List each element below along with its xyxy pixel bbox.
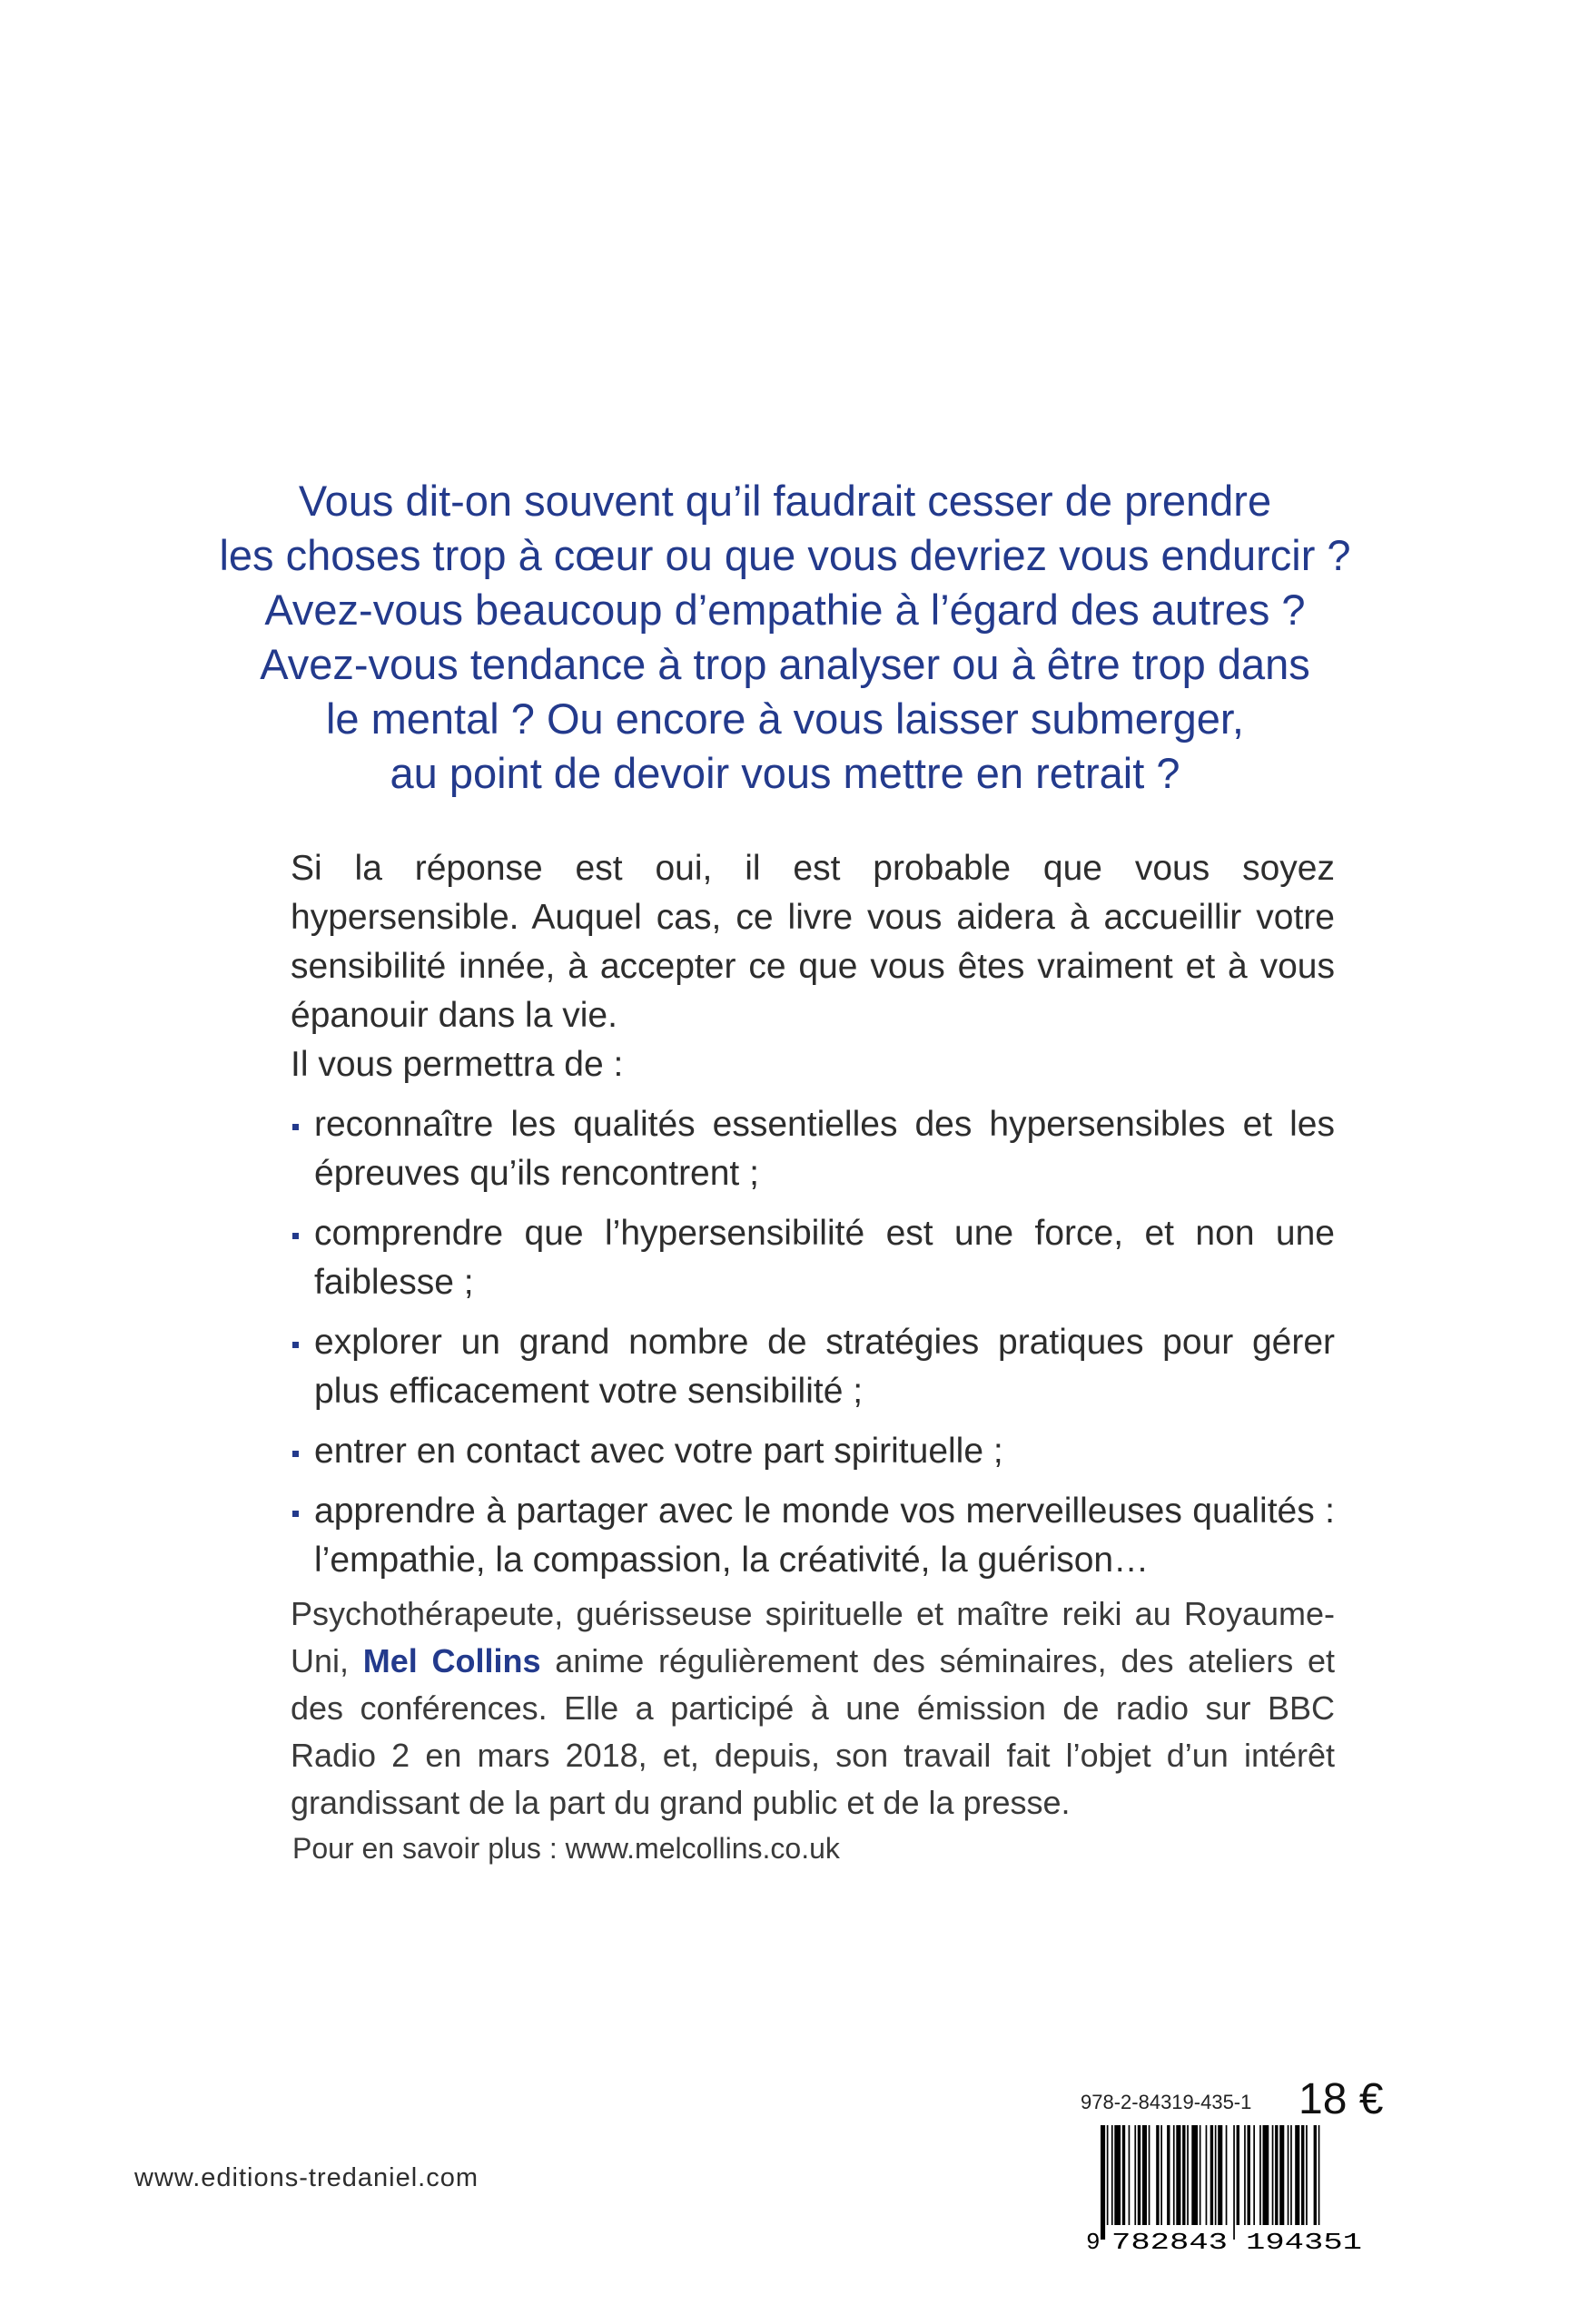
list-item	[291, 1209, 1335, 1307]
bio-paragraph	[291, 1590, 1335, 1827]
barcode-bar	[1215, 2125, 1217, 2225]
publisher-website-link[interactable]: www.editions-tredaniel.com	[134, 2163, 479, 2192]
list-item-text: reconnaître les qualités essentielles des hypersensibles et les épreuves qu’ils rencontrent ;	[314, 1105, 1335, 1193]
author-bio	[291, 1590, 1335, 1827]
barcode-bar	[1210, 2125, 1213, 2225]
barcode-bar	[1200, 2125, 1201, 2225]
list-item-text: entrer en contact avec votre part spirituelle ;	[314, 1432, 1003, 1471]
list-item-text: explorer un grand nombre de stratégies pratiques pour gérer plus efficacement votre sensibilité ;	[314, 1323, 1335, 1411]
barcode-bar	[1263, 2125, 1269, 2225]
bio-text-start: Psychothérapeute, guérisseuse spirituelle et maître reiki au Royaume-Uni,	[291, 1595, 1335, 1679]
barcode-bar	[1182, 2125, 1185, 2225]
bullet-square-icon	[292, 1233, 299, 1239]
barcode-bar	[1134, 2125, 1136, 2225]
barcode-bar	[1107, 2125, 1109, 2225]
barcode-bar	[1248, 2125, 1250, 2225]
intro-line: les choses trop à cœur ou que vous devriez vous endurcir ?	[219, 531, 1351, 579]
barcode-bar	[1149, 2125, 1150, 2225]
bio-text-end: anime régulièrement des séminaires, des ateliers et des conférences. Elle a participé à une émission de radio sur BBC Radio 2 en mars 2018, et, depuis, son travail fait l’objet d’un intérêt grandissant de la part du grand public et de la presse.	[291, 1642, 1335, 1821]
barcode-bar	[1167, 2125, 1170, 2225]
list-item	[291, 1318, 1335, 1416]
barcode-lead-digit: 9	[1086, 2229, 1101, 2254]
barcode-bar	[1142, 2125, 1147, 2225]
bullet-square-icon	[292, 1124, 299, 1130]
bullet-square-icon	[292, 1451, 299, 1457]
list-item	[291, 1487, 1335, 1585]
barcode-bar	[1226, 2125, 1228, 2225]
isbn-barcode-block	[1081, 2073, 1407, 2254]
list-lead: Il vous permettra de :	[291, 1045, 624, 1084]
barcode-bar	[1237, 2125, 1239, 2225]
barcode-bar	[1253, 2125, 1255, 2225]
barcode-bar	[1156, 2125, 1159, 2225]
isbn-number: 978-2-84319-435-1	[1081, 2091, 1252, 2113]
barcode-bar	[1259, 2125, 1261, 2225]
barcode-bar	[1187, 2125, 1189, 2225]
barcode-bar	[1290, 2125, 1292, 2225]
barcode-bar	[1233, 2125, 1235, 2240]
intro-line: au point de devoir vous mettre en retrait ?	[390, 749, 1180, 797]
barcode-bar	[1173, 2125, 1175, 2225]
list-item	[291, 1100, 1335, 1198]
barcode-bar	[1101, 2125, 1105, 2240]
barcode-bar	[1295, 2125, 1299, 2225]
barcode-bar	[1160, 2125, 1162, 2225]
barcode-bar	[1206, 2125, 1208, 2225]
intro-line: Vous dit-on souvent qu’il faudrait cesser de prendre	[298, 477, 1272, 525]
list-item-text: comprendre que l’hypersensibilité est une force, et non une faiblesse ;	[314, 1214, 1335, 1302]
body-paragraph: Si la réponse est oui, il est probable que vous soyez hypersensible. Auquel cas, ce livre vous aidera à accueillir votre sensibilité innée, à accepter ce que vous êtes vraiment et à vous épanouir dans la vie.	[291, 849, 1335, 1035]
barcode-right-digits: 194351	[1246, 2229, 1362, 2254]
barcode-bar	[1122, 2125, 1125, 2225]
barcode-bar	[1301, 2125, 1304, 2225]
barcode-bar	[1275, 2125, 1278, 2225]
author-name: Mel Collins	[362, 1642, 541, 1679]
barcode-bar	[1111, 2125, 1113, 2225]
barcode-bar	[1244, 2125, 1246, 2225]
barcode-bar	[1114, 2125, 1121, 2225]
barcode-bar	[1129, 2125, 1131, 2225]
barcode-left-digits: 782843	[1111, 2229, 1228, 2254]
price-label: 18 €	[1298, 2075, 1384, 2123]
barcode-bar	[1318, 2125, 1320, 2225]
barcode-bar	[1279, 2125, 1284, 2225]
list-item-text: apprendre à partager avec le monde vos merveilleuses qualités : l’empathie, la compassion, la créativité, la guérison…	[314, 1492, 1335, 1580]
barcode-bar	[1306, 2125, 1308, 2225]
bullet-square-icon	[292, 1511, 299, 1517]
intro-line: le mental ? Ou encore à vous laisser submerger,	[325, 694, 1244, 743]
barcode-bar	[1218, 2125, 1222, 2225]
barcode-icon	[1081, 2125, 1391, 2254]
list-item	[291, 1427, 1335, 1476]
body-text	[291, 844, 1335, 1596]
intro-line: Avez-vous tendance à trop analyser ou à être trop dans	[260, 640, 1310, 688]
barcode-bar	[1314, 2125, 1317, 2225]
barcode-bar	[1176, 2125, 1180, 2225]
intro-line: Avez-vous beaucoup d’empathie à l’égard des autres ?	[264, 586, 1306, 634]
bullet-square-icon	[292, 1342, 299, 1348]
benefits-list	[291, 1100, 1335, 1585]
barcode-bar	[1138, 2125, 1140, 2225]
barcode-bar	[1288, 2125, 1289, 2225]
intro-questions	[182, 474, 1388, 801]
barcode-bar	[1191, 2125, 1198, 2225]
barcode-bar	[1272, 2125, 1274, 2225]
author-website-link[interactable]: Pour en savoir plus : www.melcollins.co.uk	[292, 1832, 840, 1865]
